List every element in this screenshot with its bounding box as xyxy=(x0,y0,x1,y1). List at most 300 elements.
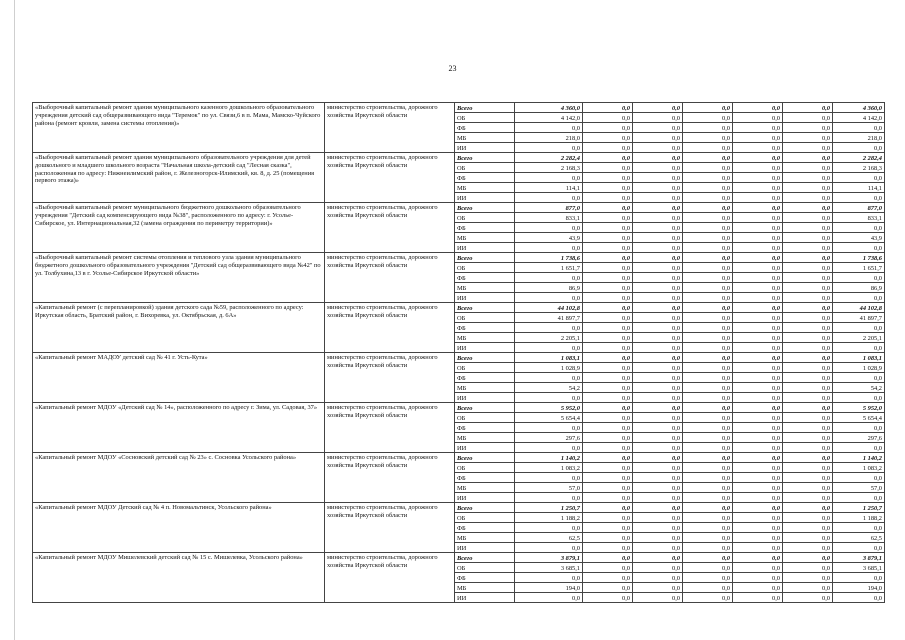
amount-cell: 297,6 xyxy=(833,433,885,443)
budget-table xyxy=(32,102,885,603)
funding-source-cell: МБ xyxy=(455,133,515,143)
funding-source-cell: Всего xyxy=(455,203,515,213)
amount-cell: 0,0 xyxy=(783,253,833,263)
amount-cell: 0,0 xyxy=(683,203,733,213)
amount-cell: 0,0 xyxy=(633,553,683,563)
amount-cell: 0,0 xyxy=(515,523,583,533)
amount-cell: 0,0 xyxy=(733,593,783,603)
amount-cell: 0,0 xyxy=(733,183,783,193)
amount-cell: 54,2 xyxy=(515,383,583,393)
amount-cell: 0,0 xyxy=(583,353,633,363)
funding-source-cell: ИИ xyxy=(455,493,515,503)
amount-cell: 0,0 xyxy=(583,463,633,473)
project-name-cell: «Капитальный ремонт МДОУ Мишелевский детский сад № 15 с. Мишелевка, Усольского района» xyxy=(33,553,325,603)
amount-cell: 0,0 xyxy=(515,423,583,433)
ministry-cell: министерство строительства, дорожного хозяйства Иркутской области xyxy=(325,203,455,253)
amount-cell: 2 205,1 xyxy=(833,333,885,343)
amount-cell: 0,0 xyxy=(733,323,783,333)
amount-cell: 0,0 xyxy=(783,583,833,593)
amount-cell: 62,5 xyxy=(515,533,583,543)
amount-cell: 0,0 xyxy=(783,263,833,273)
funding-source-cell: ИИ xyxy=(455,193,515,203)
funding-source-cell: МБ xyxy=(455,483,515,493)
amount-cell: 0,0 xyxy=(683,373,733,383)
amount-cell: 0,0 xyxy=(633,483,683,493)
amount-cell: 0,0 xyxy=(783,513,833,523)
amount-cell: 0,0 xyxy=(683,263,733,273)
amount-cell: 0,0 xyxy=(583,293,633,303)
amount-cell: 0,0 xyxy=(783,423,833,433)
amount-cell: 297,6 xyxy=(515,433,583,443)
amount-cell: 0,0 xyxy=(733,383,783,393)
funding-source-cell: Всего xyxy=(455,353,515,363)
amount-cell: 877,0 xyxy=(833,203,885,213)
amount-cell: 0,0 xyxy=(733,213,783,223)
amount-cell: 0,0 xyxy=(633,583,683,593)
amount-cell: 0,0 xyxy=(783,193,833,203)
amount-cell: 0,0 xyxy=(733,413,783,423)
table-row-total xyxy=(33,453,885,463)
project-name-cell: «Выборочный капитальный ремонт системы отопления и теплового узла здания муниципального бюджетного дошкольного образовательного учреждения "Детский сад общеразвивающего вида №42" по ул. Толбухина,13 в г. Усолье-Сибирское Иркутской области» xyxy=(33,253,325,303)
amount-cell: 0,0 xyxy=(783,593,833,603)
amount-cell: 0,0 xyxy=(633,293,683,303)
amount-cell: 0,0 xyxy=(583,573,633,583)
amount-cell: 1 083,2 xyxy=(515,463,583,473)
amount-cell: 0,0 xyxy=(583,333,633,343)
amount-cell: 0,0 xyxy=(733,483,783,493)
amount-cell: 0,0 xyxy=(683,353,733,363)
amount-cell: 0,0 xyxy=(733,163,783,173)
amount-cell: 0,0 xyxy=(515,273,583,283)
amount-cell: 0,0 xyxy=(583,123,633,133)
amount-cell: 0,0 xyxy=(683,433,733,443)
table-row-total xyxy=(33,253,885,263)
table-row-total xyxy=(33,103,885,113)
table-row-total xyxy=(33,503,885,513)
amount-cell: 0,0 xyxy=(583,193,633,203)
amount-cell: 0,0 xyxy=(633,123,683,133)
amount-cell: 0,0 xyxy=(683,413,733,423)
amount-cell: 1 083,1 xyxy=(515,353,583,363)
table-row-total xyxy=(33,353,885,363)
amount-cell: 0,0 xyxy=(833,393,885,403)
amount-cell: 0,0 xyxy=(733,513,783,523)
amount-cell: 0,0 xyxy=(683,563,733,573)
amount-cell: 0,0 xyxy=(633,563,683,573)
amount-cell: 0,0 xyxy=(683,463,733,473)
amount-cell: 0,0 xyxy=(683,193,733,203)
amount-cell: 0,0 xyxy=(783,153,833,163)
amount-cell: 0,0 xyxy=(633,183,683,193)
amount-cell: 0,0 xyxy=(683,213,733,223)
amount-cell: 0,0 xyxy=(783,233,833,243)
amount-cell: 0,0 xyxy=(683,533,733,543)
ministry-cell: министерство строительства, дорожного хозяйства Иркутской области xyxy=(325,453,455,503)
amount-cell: 0,0 xyxy=(583,563,633,573)
amount-cell: 0,0 xyxy=(783,223,833,233)
amount-cell: 1 738,6 xyxy=(515,253,583,263)
funding-source-cell: МБ xyxy=(455,533,515,543)
funding-source-cell: МБ xyxy=(455,383,515,393)
amount-cell: 0,0 xyxy=(783,353,833,363)
amount-cell: 1 083,1 xyxy=(833,353,885,363)
amount-cell: 0,0 xyxy=(733,473,783,483)
amount-cell: 0,0 xyxy=(833,593,885,603)
project-name-cell: «Капитальный ремонт МДОУ Детский сад № 4 п. Новомальтинск, Усольского района» xyxy=(33,503,325,553)
amount-cell: 0,0 xyxy=(783,433,833,443)
funding-source-cell: ИИ xyxy=(455,393,515,403)
amount-cell: 0,0 xyxy=(833,273,885,283)
amount-cell: 0,0 xyxy=(683,333,733,343)
amount-cell: 0,0 xyxy=(515,543,583,553)
amount-cell: 3 685,1 xyxy=(833,563,885,573)
table-row-total xyxy=(33,553,885,563)
amount-cell: 0,0 xyxy=(583,203,633,213)
amount-cell: 0,0 xyxy=(633,493,683,503)
amount-cell: 0,0 xyxy=(783,243,833,253)
amount-cell: 0,0 xyxy=(833,373,885,383)
amount-cell: 0,0 xyxy=(733,373,783,383)
amount-cell: 0,0 xyxy=(515,493,583,503)
amount-cell: 0,0 xyxy=(783,503,833,513)
amount-cell: 0,0 xyxy=(583,433,633,443)
funding-source-cell: Всего xyxy=(455,253,515,263)
funding-source-cell: ОБ xyxy=(455,513,515,523)
amount-cell: 0,0 xyxy=(783,483,833,493)
amount-cell: 0,0 xyxy=(515,223,583,233)
amount-cell: 0,0 xyxy=(683,123,733,133)
amount-cell: 0,0 xyxy=(733,503,783,513)
amount-cell: 41 897,7 xyxy=(833,313,885,323)
amount-cell: 0,0 xyxy=(783,133,833,143)
amount-cell: 0,0 xyxy=(783,383,833,393)
funding-source-cell: ОБ xyxy=(455,413,515,423)
amount-cell: 2 205,1 xyxy=(515,333,583,343)
amount-cell: 0,0 xyxy=(733,523,783,533)
amount-cell: 0,0 xyxy=(733,443,783,453)
amount-cell: 0,0 xyxy=(515,443,583,453)
amount-cell: 0,0 xyxy=(733,463,783,473)
amount-cell: 0,0 xyxy=(783,343,833,353)
amount-cell: 0,0 xyxy=(733,273,783,283)
amount-cell: 86,9 xyxy=(515,283,583,293)
amount-cell: 0,0 xyxy=(833,143,885,153)
amount-cell: 0,0 xyxy=(783,183,833,193)
amount-cell: 0,0 xyxy=(833,573,885,583)
amount-cell: 0,0 xyxy=(783,533,833,543)
amount-cell: 0,0 xyxy=(683,393,733,403)
funding-source-cell: МБ xyxy=(455,283,515,293)
amount-cell: 0,0 xyxy=(683,233,733,243)
amount-cell: 0,0 xyxy=(633,313,683,323)
amount-cell: 0,0 xyxy=(683,593,733,603)
funding-source-cell: ИИ xyxy=(455,343,515,353)
amount-cell: 0,0 xyxy=(683,173,733,183)
amount-cell: 0,0 xyxy=(683,133,733,143)
amount-cell: 0,0 xyxy=(583,543,633,553)
amount-cell: 0,0 xyxy=(683,243,733,253)
funding-source-cell: ИИ xyxy=(455,243,515,253)
amount-cell: 0,0 xyxy=(515,173,583,183)
amount-cell: 0,0 xyxy=(633,353,683,363)
amount-cell: 0,0 xyxy=(833,293,885,303)
amount-cell: 0,0 xyxy=(683,473,733,483)
amount-cell: 0,0 xyxy=(683,553,733,563)
amount-cell: 194,0 xyxy=(515,583,583,593)
amount-cell: 0,0 xyxy=(783,203,833,213)
amount-cell: 0,0 xyxy=(515,243,583,253)
funding-source-cell: МБ xyxy=(455,433,515,443)
project-name-cell: «Выборочный капитальный ремонт здания муниципального казенного дошкольного образовательного учреждения детский сад общеразвивающего вида "Теремок" по ул. Связи,6 в п. Мама, Мамско-Чуйского района (ремонт кровли, замена системы отопления)» xyxy=(33,103,325,153)
amount-cell: 0,0 xyxy=(515,573,583,583)
amount-cell: 2 282,4 xyxy=(515,153,583,163)
amount-cell: 62,5 xyxy=(833,533,885,543)
amount-cell: 0,0 xyxy=(633,173,683,183)
amount-cell: 0,0 xyxy=(583,103,633,113)
funding-source-cell: Всего xyxy=(455,303,515,313)
amount-cell: 0,0 xyxy=(583,533,633,543)
amount-cell: 0,0 xyxy=(783,473,833,483)
amount-cell: 0,0 xyxy=(633,383,683,393)
amount-cell: 0,0 xyxy=(583,553,633,563)
amount-cell: 0,0 xyxy=(633,153,683,163)
amount-cell: 0,0 xyxy=(633,253,683,263)
amount-cell: 0,0 xyxy=(733,243,783,253)
amount-cell: 0,0 xyxy=(783,413,833,423)
funding-source-cell: ОБ xyxy=(455,463,515,473)
funding-source-cell: ФБ xyxy=(455,123,515,133)
amount-cell: 0,0 xyxy=(733,363,783,373)
amount-cell: 0,0 xyxy=(733,143,783,153)
amount-cell: 0,0 xyxy=(583,493,633,503)
amount-cell: 0,0 xyxy=(683,313,733,323)
amount-cell: 0,0 xyxy=(583,383,633,393)
funding-source-cell: ОБ xyxy=(455,563,515,573)
budget-table-body xyxy=(33,103,885,603)
amount-cell: 0,0 xyxy=(733,133,783,143)
amount-cell: 0,0 xyxy=(583,173,633,183)
amount-cell: 0,0 xyxy=(683,543,733,553)
amount-cell: 0,0 xyxy=(583,113,633,123)
project-name-cell: «Выборочный капитальный ремонт муниципального бюджетного дошкольного образовательного учреждения "Детский сад компенсирующего вида №38", расположенного по адресу: г. Усолье-Сибирское, ул. Интернациональная,32 (замена ограждения по периметру территории)» xyxy=(33,203,325,253)
amount-cell: 0,0 xyxy=(583,373,633,383)
amount-cell: 877,0 xyxy=(515,203,583,213)
amount-cell: 4 360,0 xyxy=(833,103,885,113)
amount-cell: 0,0 xyxy=(633,163,683,173)
ministry-cell: министерство строительства, дорожного хозяйства Иркутской области xyxy=(325,303,455,353)
funding-source-cell: ФБ xyxy=(455,373,515,383)
amount-cell: 0,0 xyxy=(733,313,783,323)
amount-cell: 0,0 xyxy=(783,393,833,403)
amount-cell: 0,0 xyxy=(733,533,783,543)
amount-cell: 0,0 xyxy=(633,513,683,523)
amount-cell: 0,0 xyxy=(633,463,683,473)
amount-cell: 0,0 xyxy=(783,123,833,133)
amount-cell: 0,0 xyxy=(583,313,633,323)
funding-source-cell: Всего xyxy=(455,403,515,413)
amount-cell: 833,1 xyxy=(833,213,885,223)
amount-cell: 0,0 xyxy=(783,403,833,413)
amount-cell: 1 651,7 xyxy=(515,263,583,273)
binding-margin-line xyxy=(14,0,15,640)
amount-cell: 0,0 xyxy=(733,203,783,213)
funding-source-cell: Всего xyxy=(455,153,515,163)
amount-cell: 1 188,2 xyxy=(515,513,583,523)
amount-cell: 4 360,0 xyxy=(515,103,583,113)
funding-source-cell: Всего xyxy=(455,453,515,463)
funding-source-cell: ОБ xyxy=(455,313,515,323)
amount-cell: 0,0 xyxy=(783,443,833,453)
amount-cell: 0,0 xyxy=(683,293,733,303)
amount-cell: 0,0 xyxy=(583,363,633,373)
funding-source-cell: ОБ xyxy=(455,213,515,223)
amount-cell: 1 651,7 xyxy=(833,263,885,273)
funding-source-cell: ОБ xyxy=(455,263,515,273)
amount-cell: 4 142,0 xyxy=(833,113,885,123)
amount-cell: 0,0 xyxy=(583,183,633,193)
amount-cell: 0,0 xyxy=(783,173,833,183)
funding-source-cell: ФБ xyxy=(455,173,515,183)
amount-cell: 0,0 xyxy=(733,403,783,413)
amount-cell: 0,0 xyxy=(515,123,583,133)
amount-cell: 0,0 xyxy=(583,513,633,523)
project-name-cell: «Выборочный капитальный ремонт здания муниципального образовательного учреждения для детей дошкольного и младшего школьного возраста "Начальная школа-детский сад "Лесная сказка", расположенная по адресу: Нижнеилимский район, г. Железногорск-Илимский, кв. 8, д. 25 (помещения первого этажа)» xyxy=(33,153,325,203)
funding-source-cell: ИИ xyxy=(455,593,515,603)
ministry-cell: министерство строительства, дорожного хозяйства Иркутской области xyxy=(325,153,455,203)
amount-cell: 0,0 xyxy=(683,323,733,333)
amount-cell: 0,0 xyxy=(633,453,683,463)
amount-cell: 0,0 xyxy=(733,263,783,273)
amount-cell: 114,1 xyxy=(833,183,885,193)
funding-source-cell: ОБ xyxy=(455,113,515,123)
amount-cell: 0,0 xyxy=(515,343,583,353)
amount-cell: 0,0 xyxy=(733,283,783,293)
amount-cell: 0,0 xyxy=(583,263,633,273)
amount-cell: 0,0 xyxy=(833,543,885,553)
amount-cell: 0,0 xyxy=(683,183,733,193)
amount-cell: 0,0 xyxy=(733,303,783,313)
amount-cell: 0,0 xyxy=(783,313,833,323)
amount-cell: 0,0 xyxy=(833,473,885,483)
funding-source-cell: ФБ xyxy=(455,273,515,283)
amount-cell: 0,0 xyxy=(633,433,683,443)
amount-cell: 0,0 xyxy=(583,223,633,233)
amount-cell: 0,0 xyxy=(683,523,733,533)
amount-cell: 0,0 xyxy=(633,423,683,433)
amount-cell: 0,0 xyxy=(733,153,783,163)
amount-cell: 0,0 xyxy=(633,543,683,553)
amount-cell: 0,0 xyxy=(783,113,833,123)
amount-cell: 0,0 xyxy=(733,233,783,243)
amount-cell: 0,0 xyxy=(583,303,633,313)
amount-cell: 0,0 xyxy=(783,303,833,313)
amount-cell: 0,0 xyxy=(633,203,683,213)
table-row-total xyxy=(33,303,885,313)
amount-cell: 0,0 xyxy=(733,563,783,573)
amount-cell: 0,0 xyxy=(583,473,633,483)
amount-cell: 1 188,2 xyxy=(833,513,885,523)
amount-cell: 0,0 xyxy=(583,593,633,603)
funding-source-cell: МБ xyxy=(455,233,515,243)
funding-source-cell: ФБ xyxy=(455,573,515,583)
funding-source-cell: ИИ xyxy=(455,293,515,303)
amount-cell: 0,0 xyxy=(633,413,683,423)
amount-cell: 1 250,7 xyxy=(833,503,885,513)
amount-cell: 0,0 xyxy=(583,523,633,533)
amount-cell: 44 102,8 xyxy=(833,303,885,313)
amount-cell: 5 654,4 xyxy=(515,413,583,423)
amount-cell: 0,0 xyxy=(683,383,733,393)
amount-cell: 0,0 xyxy=(633,593,683,603)
amount-cell: 0,0 xyxy=(833,123,885,133)
amount-cell: 0,0 xyxy=(733,113,783,123)
amount-cell: 0,0 xyxy=(583,483,633,493)
amount-cell: 0,0 xyxy=(783,323,833,333)
amount-cell: 0,0 xyxy=(583,273,633,283)
amount-cell: 0,0 xyxy=(633,223,683,233)
project-name-cell: «Капитальный ремонт (с перепланировкой) здания детского сада №59, расположенного по адресу: Иркутская область, Братский район, г. Вихоревка, ул. Октябрьская, д. 6А» xyxy=(33,303,325,353)
amount-cell: 3 685,1 xyxy=(515,563,583,573)
funding-source-cell: ФБ xyxy=(455,423,515,433)
amount-cell: 0,0 xyxy=(683,113,733,123)
amount-cell: 0,0 xyxy=(733,223,783,233)
funding-source-cell: Всего xyxy=(455,503,515,513)
amount-cell: 0,0 xyxy=(583,213,633,223)
amount-cell: 0,0 xyxy=(633,283,683,293)
amount-cell: 0,0 xyxy=(833,193,885,203)
amount-cell: 5 654,4 xyxy=(833,413,885,423)
amount-cell: 0,0 xyxy=(583,143,633,153)
amount-cell: 0,0 xyxy=(733,583,783,593)
amount-cell: 0,0 xyxy=(515,373,583,383)
amount-cell: 0,0 xyxy=(583,443,633,453)
amount-cell: 0,0 xyxy=(783,543,833,553)
amount-cell: 1 028,9 xyxy=(833,363,885,373)
amount-cell: 0,0 xyxy=(633,243,683,253)
amount-cell: 0,0 xyxy=(683,423,733,433)
amount-cell: 0,0 xyxy=(733,103,783,113)
funding-source-cell: ИИ xyxy=(455,543,515,553)
amount-cell: 0,0 xyxy=(733,393,783,403)
amount-cell: 0,0 xyxy=(583,503,633,513)
amount-cell: 0,0 xyxy=(683,493,733,503)
amount-cell: 0,0 xyxy=(583,403,633,413)
amount-cell: 1 250,7 xyxy=(515,503,583,513)
amount-cell: 0,0 xyxy=(633,343,683,353)
amount-cell: 0,0 xyxy=(783,493,833,503)
project-name-cell: «Капитальный ремонт МДОУ «Сосновский детский сад № 23» с. Сосновка Усольского района» xyxy=(33,453,325,503)
amount-cell: 0,0 xyxy=(683,143,733,153)
amount-cell: 0,0 xyxy=(583,323,633,333)
amount-cell: 0,0 xyxy=(833,523,885,533)
amount-cell: 0,0 xyxy=(515,323,583,333)
funding-source-cell: ФБ xyxy=(455,223,515,233)
amount-cell: 0,0 xyxy=(683,223,733,233)
amount-cell: 0,0 xyxy=(633,113,683,123)
amount-cell: 0,0 xyxy=(583,343,633,353)
amount-cell: 0,0 xyxy=(783,283,833,293)
amount-cell: 0,0 xyxy=(633,193,683,203)
table-row-total xyxy=(33,153,885,163)
amount-cell: 0,0 xyxy=(783,103,833,113)
amount-cell: 0,0 xyxy=(733,193,783,203)
amount-cell: 57,0 xyxy=(833,483,885,493)
funding-source-cell: ИИ xyxy=(455,143,515,153)
amount-cell: 1 083,2 xyxy=(833,463,885,473)
amount-cell: 0,0 xyxy=(583,153,633,163)
amount-cell: 5 952,0 xyxy=(833,403,885,413)
project-name-cell: «Капитальный ремонт МДОУ «Детский сад № 14», расположенного по адресу г. Зима, ул. Садовая, 37» xyxy=(33,403,325,453)
